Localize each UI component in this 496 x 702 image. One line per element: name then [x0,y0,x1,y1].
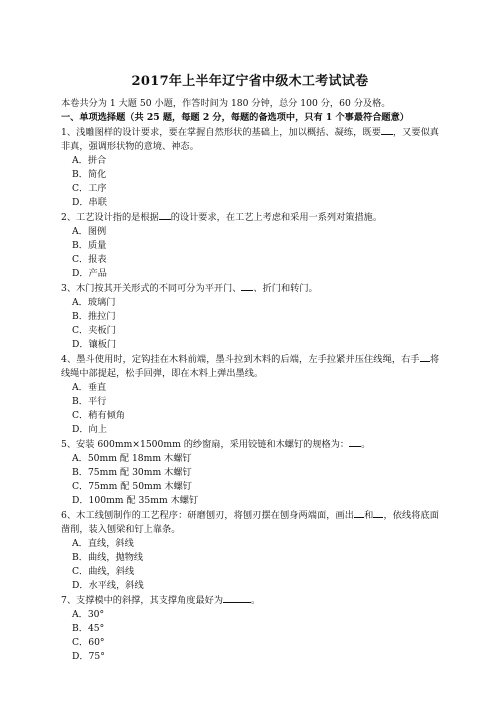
stem-text: 7、支撑模中的斜撑，其支撑角度最好为 [61,595,224,606]
stem-text: 。 [251,595,261,606]
option-d: D．向上 [72,424,107,435]
answer-blank [381,125,393,135]
option-b: B．45° [72,623,105,634]
answer-blank [159,210,171,220]
option-c: C．曲线，斜线 [72,566,135,577]
question-stem [61,281,439,296]
exam-intro: 本卷共分为 1 大题 50 小题，作答时间为 180 分钟，总分 100 分，60 分及格。 [61,98,391,109]
option-c: C．75mm 配 50mm 木螺钉 [72,481,192,492]
option-a: A．拼合 [72,155,107,166]
option-b: B．简化 [72,169,107,180]
option-b: B．质量 [72,240,107,251]
answer-blank [223,593,251,603]
stem-text: 2、工艺设计指的是根据 [61,212,159,223]
option-b: B．平行 [72,396,107,407]
question-stem [61,210,439,225]
option-d: D．镶板门 [72,339,117,350]
stem-text: 3、木门按其开关形式的不同可分为平开门、 [61,283,242,294]
answer-blank [241,281,253,291]
stem-text: 和 [364,510,374,521]
option-c: C．稍有倾角 [72,410,125,421]
stem-text: ，依线将底面凿削，装入刨梁和钉上靠条。 [61,510,439,535]
question-2 [61,210,439,281]
option-d: D．水平线，斜线 [72,580,144,591]
document-page [61,74,439,664]
answer-blank [354,508,364,518]
option-c: C．60° [72,637,105,648]
answer-blank [349,437,361,447]
question-1 [61,125,439,210]
question-stem [61,437,439,452]
option-a: A．直线，斜线 [72,538,134,549]
stem-text: 5、安装 600mm×1500mm 的纱窗扇，采用铰链和木螺钉的规格为： [61,439,350,450]
section-heading: 一、单项选择题（共 25 题，每题 2 分，每题的备选项中，只有 1 个事最符合题意） [61,112,409,123]
question-stem [61,352,439,381]
option-a: A．50mm 配 18mm 木螺钉 [72,453,192,464]
option-a: A．30° [72,609,105,620]
question-5 [61,437,439,508]
answer-blank [420,352,430,362]
option-b: B．75mm 配 30mm 木螺钉 [72,467,192,478]
option-d: D．串联 [72,197,107,208]
option-d: D．100mm 配 35mm 木螺钉 [72,495,199,506]
document-title: 2017年上半年辽宁省中级木工考试试卷 [131,74,369,89]
stem-text: 4、墨斗使用时，定钩挂在木料前端，墨斗拉到木料的后端，左手拉紧并压住线绳，右手 [61,354,420,365]
stem-text: 将线绳中部提起，松手回弹，即在木料上弹出墨线。 [61,354,440,379]
stem-text: 6、木工线刨制作的工艺程序：研磨刨刃，将刨刃摆在刨身两端面，画出 [61,510,355,521]
option-b: B．推拉门 [72,311,116,322]
question-6 [61,508,439,593]
stem-text: 的设计要求，在工艺上考虑和采用一系列对策措施。 [170,212,383,223]
option-d: D．75° [72,651,105,662]
option-a: A．图例 [72,226,107,237]
stem-text: ，又要似真非真，强调形状物的意境、神态。 [61,127,439,152]
option-a: A．垂直 [72,382,107,393]
option-b: B．曲线，抛物线 [72,552,144,563]
option-d: D．产品 [72,268,107,279]
question-stem [61,125,439,154]
option-c: C．报表 [72,254,107,265]
stem-text: 。 [361,439,371,450]
question-3 [61,281,439,352]
option-c: C．工序 [72,183,107,194]
question-4 [61,352,439,437]
stem-text: 、折门和转门。 [253,283,318,294]
stem-text: 1、浅雕图样的设计要求，要在掌握自然形状的基础上，加以概括、凝练，既要 [61,127,381,138]
question-stem [61,593,439,608]
option-c: C．夹板门 [72,325,116,336]
answer-blank [373,508,383,518]
option-a: A．玻璃门 [72,297,116,308]
question-7 [61,593,439,664]
question-stem [61,508,439,537]
